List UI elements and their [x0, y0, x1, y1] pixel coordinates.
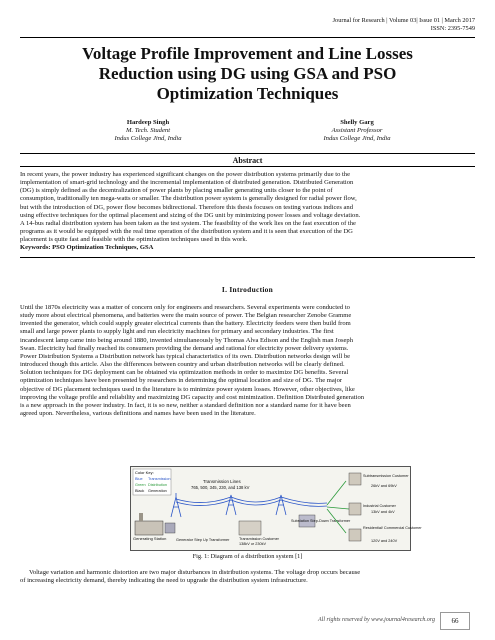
industrial-customer-icon — [349, 503, 361, 515]
abstract-line: placement is quite fast and feasible with the optimization techniques used in this work. — [20, 236, 248, 244]
abstract-heading: Abstract — [232, 156, 263, 165]
header-rule — [20, 37, 475, 38]
issn-line: ISSN: 2395-7549 — [430, 25, 475, 32]
page-number: 66 — [440, 612, 470, 630]
residential-customer-icon — [349, 529, 361, 541]
subtransmission-kv: 26kV and 69kV — [371, 484, 397, 488]
transmission-kv-label: 765, 500, 345, 230, and 138 kV — [191, 485, 250, 490]
abstract-line: programs as it would be equipped with the real time operation of the distribution system and it is seen that execution of the DG — [20, 228, 353, 236]
subtransmission-customer-label: Subtransmission Customer — [363, 474, 409, 478]
substation-label: Substation Step-Down Transformer — [291, 519, 351, 523]
abstract-line: A 14-bus radial distribution system has been taken as the test system. The feasibility of the work lies on the fast execution of the — [20, 219, 356, 227]
abstract-rule-bottom — [20, 166, 475, 167]
keywords: Keywords: PSO Optimization Techniques, GSA — [20, 244, 154, 252]
intro-body — [20, 304, 475, 418]
author-1 — [58, 119, 238, 143]
intro-heading: I. Introduction — [221, 285, 274, 294]
author-role: Assistant Professor — [331, 127, 383, 134]
closing-body — [20, 569, 475, 585]
color-key-title: Color Key: — [135, 470, 154, 475]
transmission-customer-icon — [239, 521, 261, 535]
intro-line: improving the voltage profile and reliability and maximizing DG capacity and cost minimization. Definition Distributed generation — [20, 393, 364, 401]
generating-station-label: Generating Station — [133, 536, 167, 541]
paper-title — [40, 44, 455, 104]
abstract-end-rule — [20, 257, 475, 258]
industrial-customer-label: Industrial Customer — [363, 504, 396, 508]
closing-line: of increasing electricity demand, thereby indicating the need to upgrade the distribution system infrastructure. — [20, 577, 308, 585]
key-color-black: Black — [135, 489, 145, 493]
figure-caption: Fig. 1: Diagram of a distribution system [1] — [192, 553, 303, 560]
abstract-line: using effective techniques for the optimal placement and sizing of the DG unit by minimizing power losses and voltage deviation. — [20, 211, 361, 219]
intro-line: incandescent lamp came into being around 1880, invented simultaneously by Thomas Alva Edison and the English man Joseph — [20, 336, 353, 344]
key-meaning-green: Distribution — [148, 483, 167, 487]
intro-line: Power Distribution Systems a Distribution network has typical characteristics of its own. Distribution networks design will be — [20, 352, 351, 360]
intro-line: invented the generator, which could supply greater electrical currents than the battery. Electricity feeders were then build from — [20, 320, 351, 328]
intro-line: objective of DG placement techniques used in the literature is to minimize power system losses. However, other objectives, like — [20, 385, 355, 393]
intro-line: optimization techniques have been presented by researchers in determining the optimal location and size of DG. The major — [20, 377, 343, 385]
abstract-line: In recent years, the power industry has experienced significant changes on the power distribution systems primarily due to the — [20, 171, 350, 178]
author-affiliation: Indus College Jind, India — [114, 135, 182, 142]
abstract-line: consumption, traditionally ten mega-watts or smaller. The distribution power system is generally designed for radial power flow, — [20, 195, 357, 203]
transmission-customer-kv: 138kV or 230kV — [239, 542, 267, 546]
author-role: M. Tech. Student — [125, 127, 171, 134]
intro-line: introduced though this article. Also the differences between country and urban distribution networks will be clearly defined. — [20, 361, 345, 369]
key-meaning-black: Generation — [148, 489, 167, 493]
industrial-kv: 13kV and 4kV — [371, 510, 395, 514]
author-name: Shelly Garg — [340, 119, 374, 126]
intro-line: Until the 1870s electricity was a matter of concern only for engineers and researchers. Several experiments were conducted to — [20, 304, 350, 311]
abstract-body — [20, 171, 475, 253]
abstract-rule-top — [20, 153, 475, 154]
author-affiliation: Indus College Jind, India — [323, 135, 391, 142]
figure-drawing — [131, 467, 422, 550]
step-up-transformer-icon — [165, 523, 175, 533]
key-meaning-blue: Transmission — [148, 477, 171, 481]
title-line-1: Voltage Profile Improvement and Line Losses — [82, 44, 413, 63]
residential-customer-label: Residential/ Commercial Customer — [363, 526, 422, 530]
intro-line: agreed upon. Nevertheless, various definitions and names have been used in the literature. — [20, 410, 256, 418]
journal-header — [333, 17, 475, 33]
subtransmission-customer-icon — [349, 473, 361, 485]
title-line-2: Reduction using DG using GSA and PSO — [98, 64, 397, 83]
intro-line: Solution techniques for DG deployment can be obtained via optimization methods in order to maximize DG benefits. Several — [20, 369, 349, 377]
intro-line: small and large power plants to supply light and run electricity machines for primary and secondary industries. The first — [20, 328, 334, 336]
transmission-lines-label: Transmission Lines — [203, 479, 241, 484]
residential-kv: 120V and 240V — [371, 539, 398, 543]
footer-rights: All rights reserved by www.journal4research.org — [318, 617, 435, 623]
chimney-icon — [139, 513, 143, 521]
step-up-label: Generator Step Up Transformer — [176, 538, 230, 542]
abstract-line: implementation of smart-grid technology and the incremental implementation of distributed generation. Distributed Generation — [20, 179, 354, 187]
key-color-blue: Blue — [135, 477, 143, 481]
distribution-system-figure — [130, 466, 422, 551]
key-color-green: Green — [135, 483, 146, 487]
intro-line: is a new approach in the power industry. In fact, it is so new, neither a standard definition nor a standard name for it have been — [20, 401, 351, 409]
intro-line: Swan. Electricity had finally reached its consumers providing the demand and rational for electricity power delivery systems. — [20, 344, 349, 352]
journal-line: Journal for Research | Volume 03| Issue 01 | March 2017 — [332, 17, 475, 24]
author-2 — [267, 119, 447, 143]
abstract-line: but with the introduction of DG, power flow becomes bidirectional. Therefore this thesis focuses on testing various indices and — [20, 203, 353, 211]
title-line-3: Optimization Techniques — [156, 84, 339, 103]
author-name: Hardeep Singh — [126, 119, 170, 126]
intro-line: study more about electrical phenomena, and batteries were the main source of power. The Belgian researcher Zenobe Gramme — [20, 312, 352, 320]
transmission-customer-label: Transmission Customer — [239, 537, 279, 541]
closing-line: Voltage variation and harmonic distortion are two major disturbances in distribution systems. The voltage drop occurs because — [29, 569, 361, 576]
generating-station-icon — [135, 521, 163, 535]
abstract-line: (DG) is simply defined as the decentralization of power plants by placing smaller generating units closer to the point of — [20, 187, 333, 195]
